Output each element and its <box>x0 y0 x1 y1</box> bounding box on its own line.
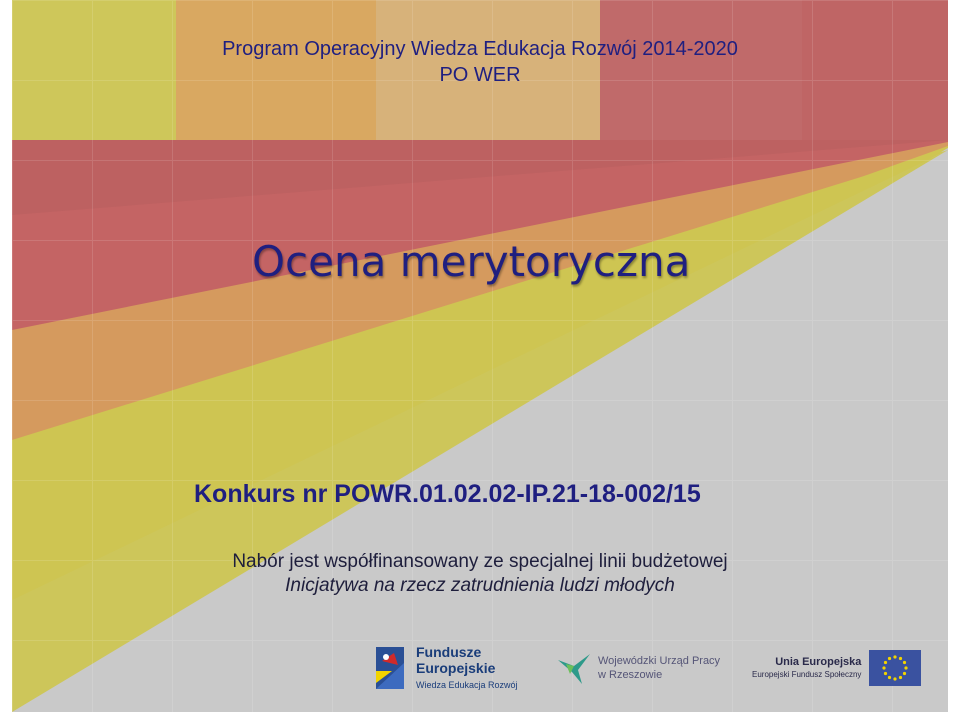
program-title <box>0 36 960 88</box>
wup-line1: Wojewódzki Urząd Pracy <box>598 655 721 667</box>
fundusze-europejskie-icon <box>374 643 408 693</box>
fe-line2: Europejskie <box>416 660 496 676</box>
contest-number: Konkurs nr POWR.01.02.02-IP.21-18-002/15 <box>194 480 701 508</box>
eu-flag-icon <box>869 650 921 686</box>
eu-line1: Unia Europejska <box>775 656 862 668</box>
fe-line1: Fundusze <box>416 644 482 660</box>
eu-logo <box>752 638 921 698</box>
fundusze-europejskie-logo <box>374 638 518 698</box>
fe-line3: Wiedza Edukacja Rozwój <box>416 680 518 690</box>
program-abbreviation: PO WER <box>439 64 521 86</box>
bird-icon <box>556 650 592 686</box>
cofinancing-line: Nabór jest współfinansowany ze specjalnej linii budżetowej <box>232 551 728 572</box>
logo-bar <box>0 638 960 698</box>
fe-text <box>416 644 518 692</box>
wup-logo <box>556 638 720 698</box>
eu-text <box>752 655 861 681</box>
program-name: Program Operacyjny Wiedza Edukacja Rozwój 2014-2020 <box>222 38 738 60</box>
wup-line2: w Rzeszowie <box>598 669 663 681</box>
cofinancing-note <box>0 550 960 598</box>
wup-text <box>598 654 720 682</box>
initiative-name: Inicjatywa na rzecz zatrudnienia ludzi młodych <box>285 575 675 596</box>
slide-title: Ocena merytoryczna <box>252 237 691 286</box>
eu-line2: Europejski Fundusz Społeczny <box>752 670 862 679</box>
